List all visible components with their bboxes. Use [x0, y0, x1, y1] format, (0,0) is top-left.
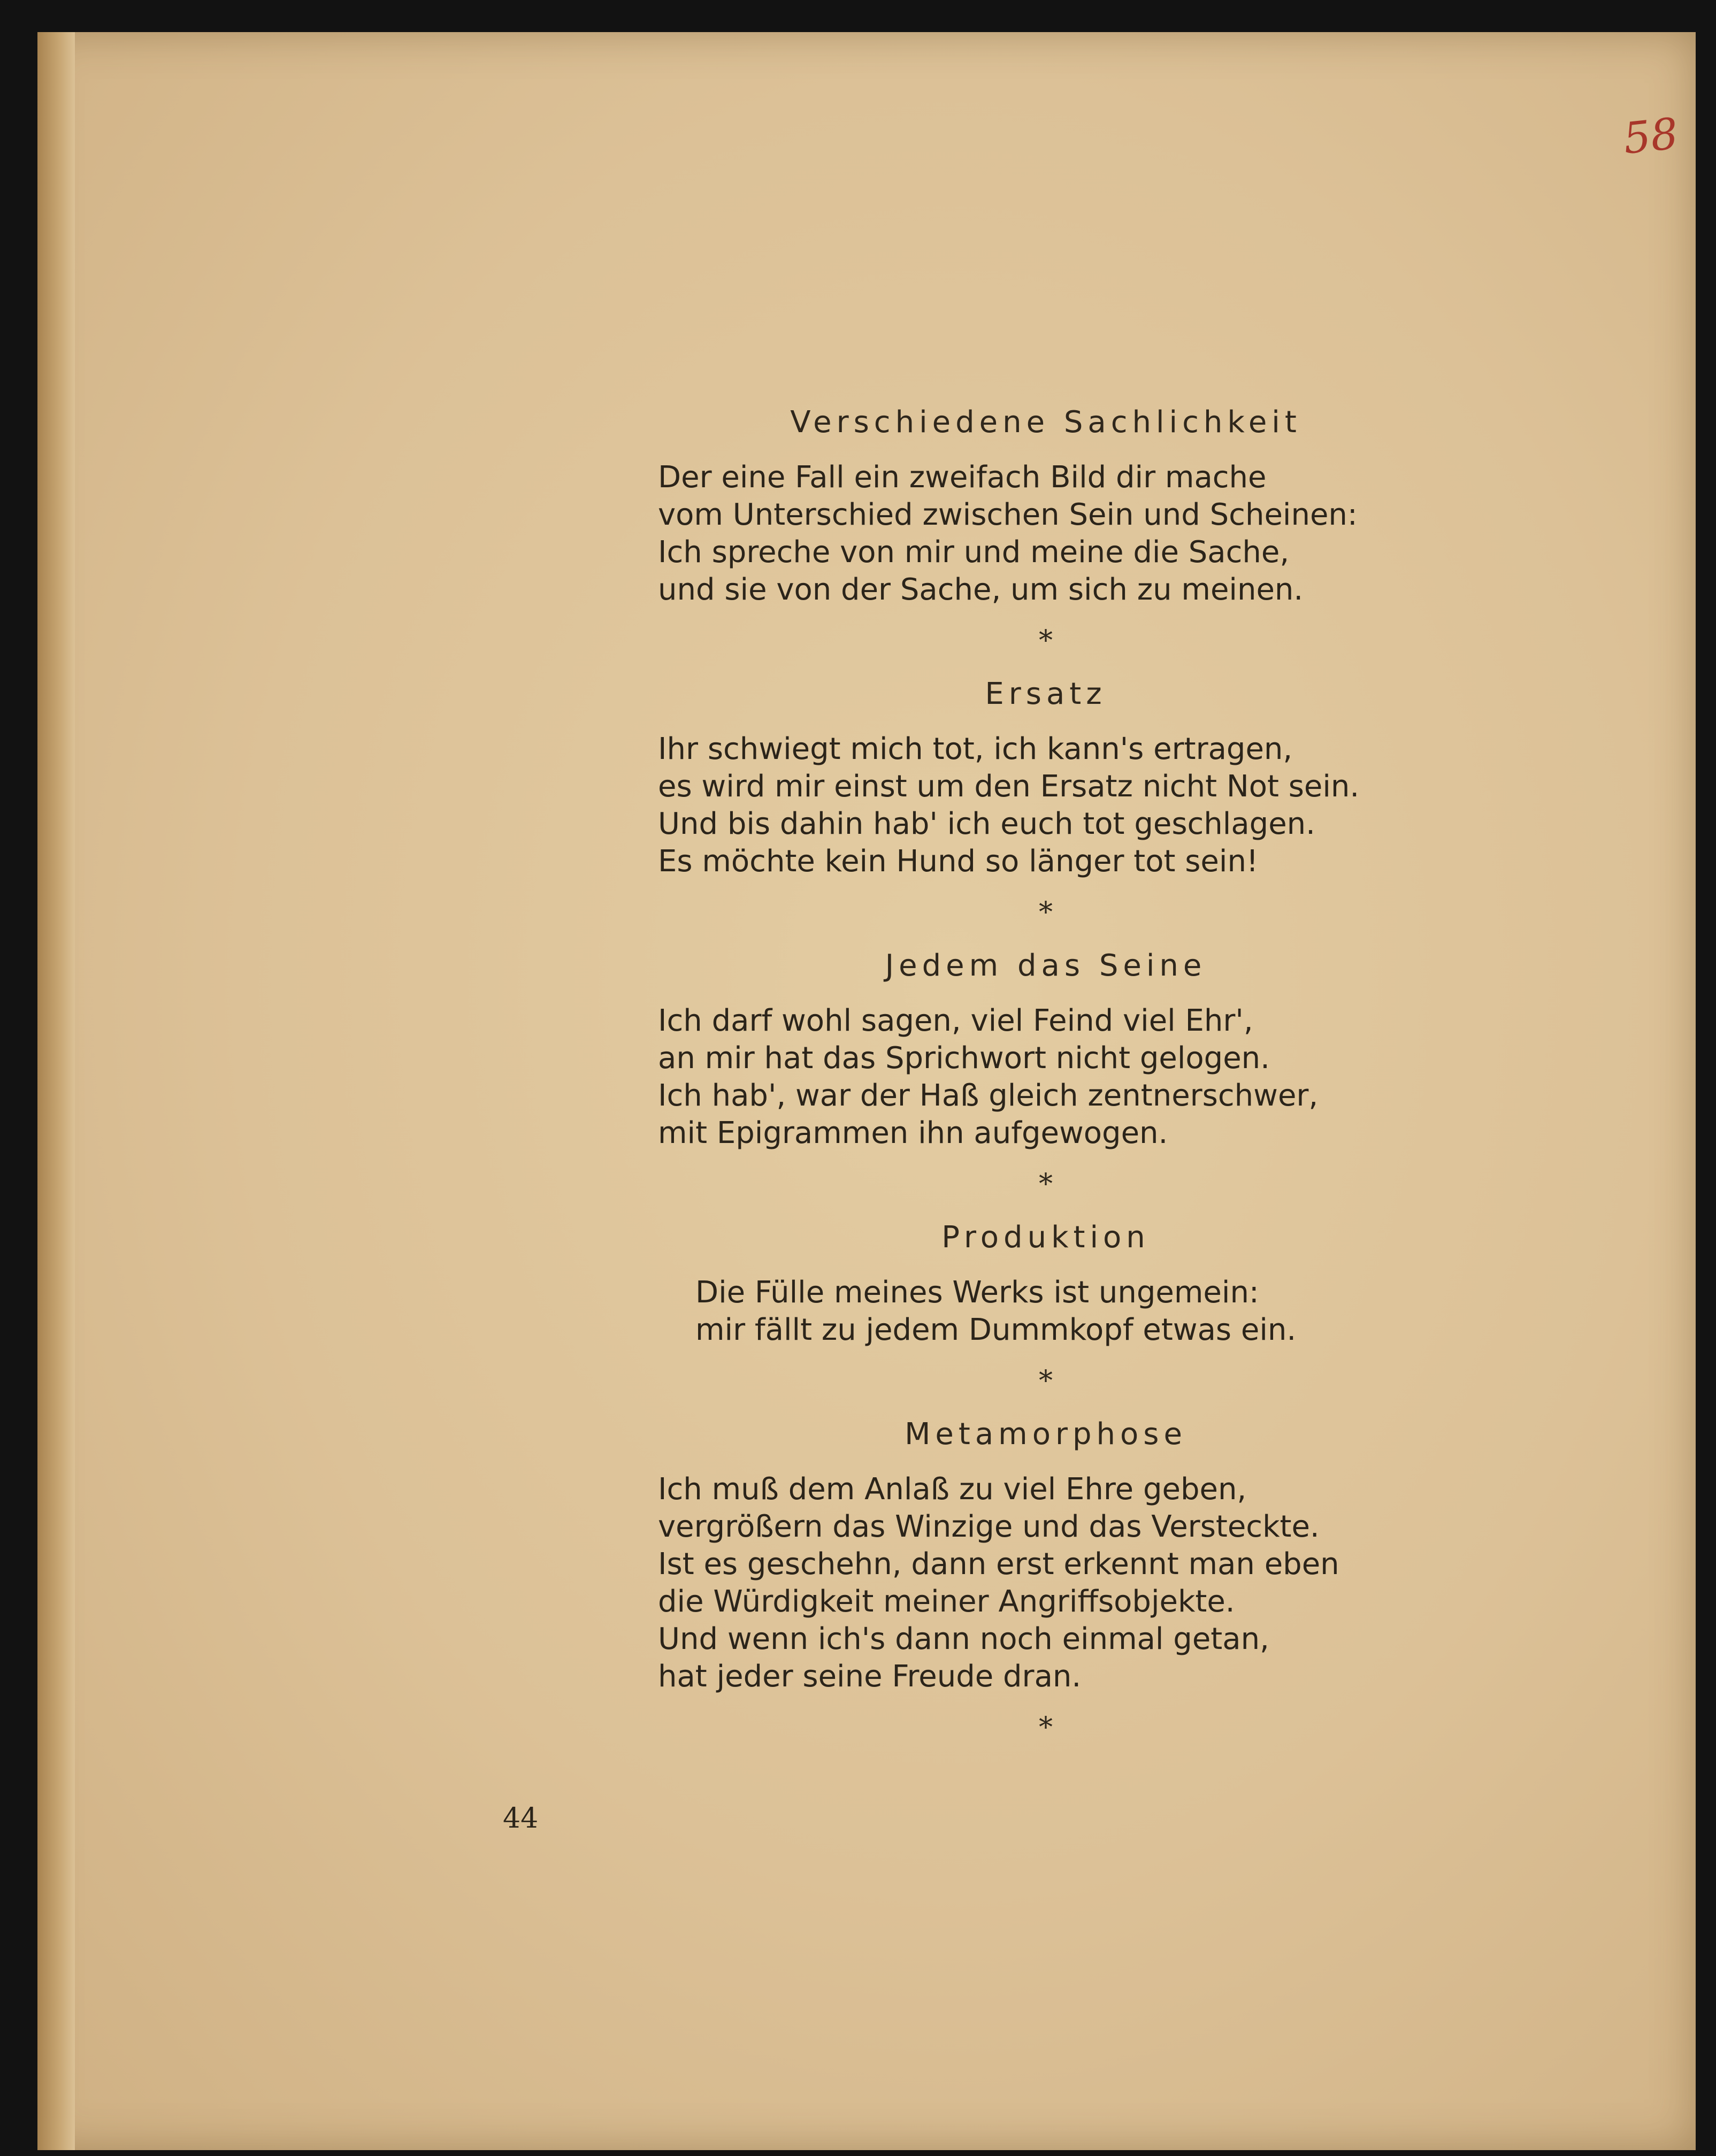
poem-stanza: [658, 1274, 1434, 1349]
poem-stanza: [658, 731, 1434, 880]
asterisk-separator: *: [1039, 625, 1053, 657]
poem-line: Der eine Fall ein zweifach Bild dir mache: [658, 460, 1267, 495]
asterisk-separator: *: [1039, 1365, 1053, 1397]
poem-title: Ersatz: [985, 677, 1107, 711]
poem-line: Ich darf wohl sagen, viel Feind viel Ehr',: [658, 1003, 1253, 1038]
poem-stanza: [658, 459, 1434, 609]
poem-line: Und bis dahin hab' ich euch tot geschlagen.: [658, 807, 1315, 841]
poem-line: vom Unterschied zwischen Sein und Scheinen:: [658, 497, 1358, 532]
poem-line: die Würdigkeit meiner Angriffsobjekte.: [658, 1584, 1235, 1619]
poem-title: Verschiedene Sachlichkeit: [790, 405, 1301, 440]
poem-title: Produktion: [941, 1220, 1150, 1255]
poem-stanza: [658, 1471, 1434, 1695]
poem-line: Ich muß dem Anlaß zu viel Ehre geben,: [658, 1472, 1247, 1507]
poem-line: Die Fülle meines Werks ist ungemein:: [695, 1275, 1259, 1310]
book-spine: [37, 32, 75, 2150]
poem-line: Ihr schwiegt mich tot, ich kann's ertragen,: [658, 732, 1293, 766]
poem-line: Ist es geschehn, dann erst erkennt man eben: [658, 1547, 1339, 1582]
poem-stanza: [658, 1002, 1434, 1152]
poem-line: hat jeder seine Freude dran.: [658, 1659, 1082, 1694]
asterisk-separator: *: [1039, 896, 1053, 929]
poem-line: mit Epigrammen ihn aufgewogen.: [658, 1116, 1168, 1150]
epigram-collection: [658, 401, 1434, 1760]
poem-line: Und wenn ich's dann noch einmal getan,: [658, 1622, 1269, 1656]
poem-line: Ich spreche von mir und meine die Sache,: [658, 535, 1290, 570]
poem-line: Ich hab', war der Haß gleich zentnerschwer,: [658, 1078, 1319, 1113]
handwritten-folio-number: 58: [1621, 108, 1681, 164]
book-page: [37, 32, 1696, 2150]
asterisk-separator: *: [1039, 1712, 1053, 1744]
poem-line: an mir hat das Sprichwort nicht gelogen.: [658, 1041, 1270, 1076]
poem-line: es wird mir einst um den Ersatz nicht Not sein.: [658, 769, 1360, 804]
poem-line: vergrößern das Winzige und das Versteckte.: [658, 1509, 1320, 1544]
poem-line: Es möchte kein Hund so länger tot sein!: [658, 844, 1259, 879]
poem-title: Jedem das Seine: [885, 948, 1207, 983]
poem-line: mir fällt zu jedem Dummkopf etwas ein.: [695, 1313, 1297, 1347]
page-number: 44: [503, 1802, 539, 1835]
poem-line: und sie von der Sache, um sich zu meinen.: [658, 572, 1304, 607]
asterisk-separator: *: [1039, 1168, 1053, 1200]
poem-title: Metamorphose: [905, 1417, 1187, 1452]
